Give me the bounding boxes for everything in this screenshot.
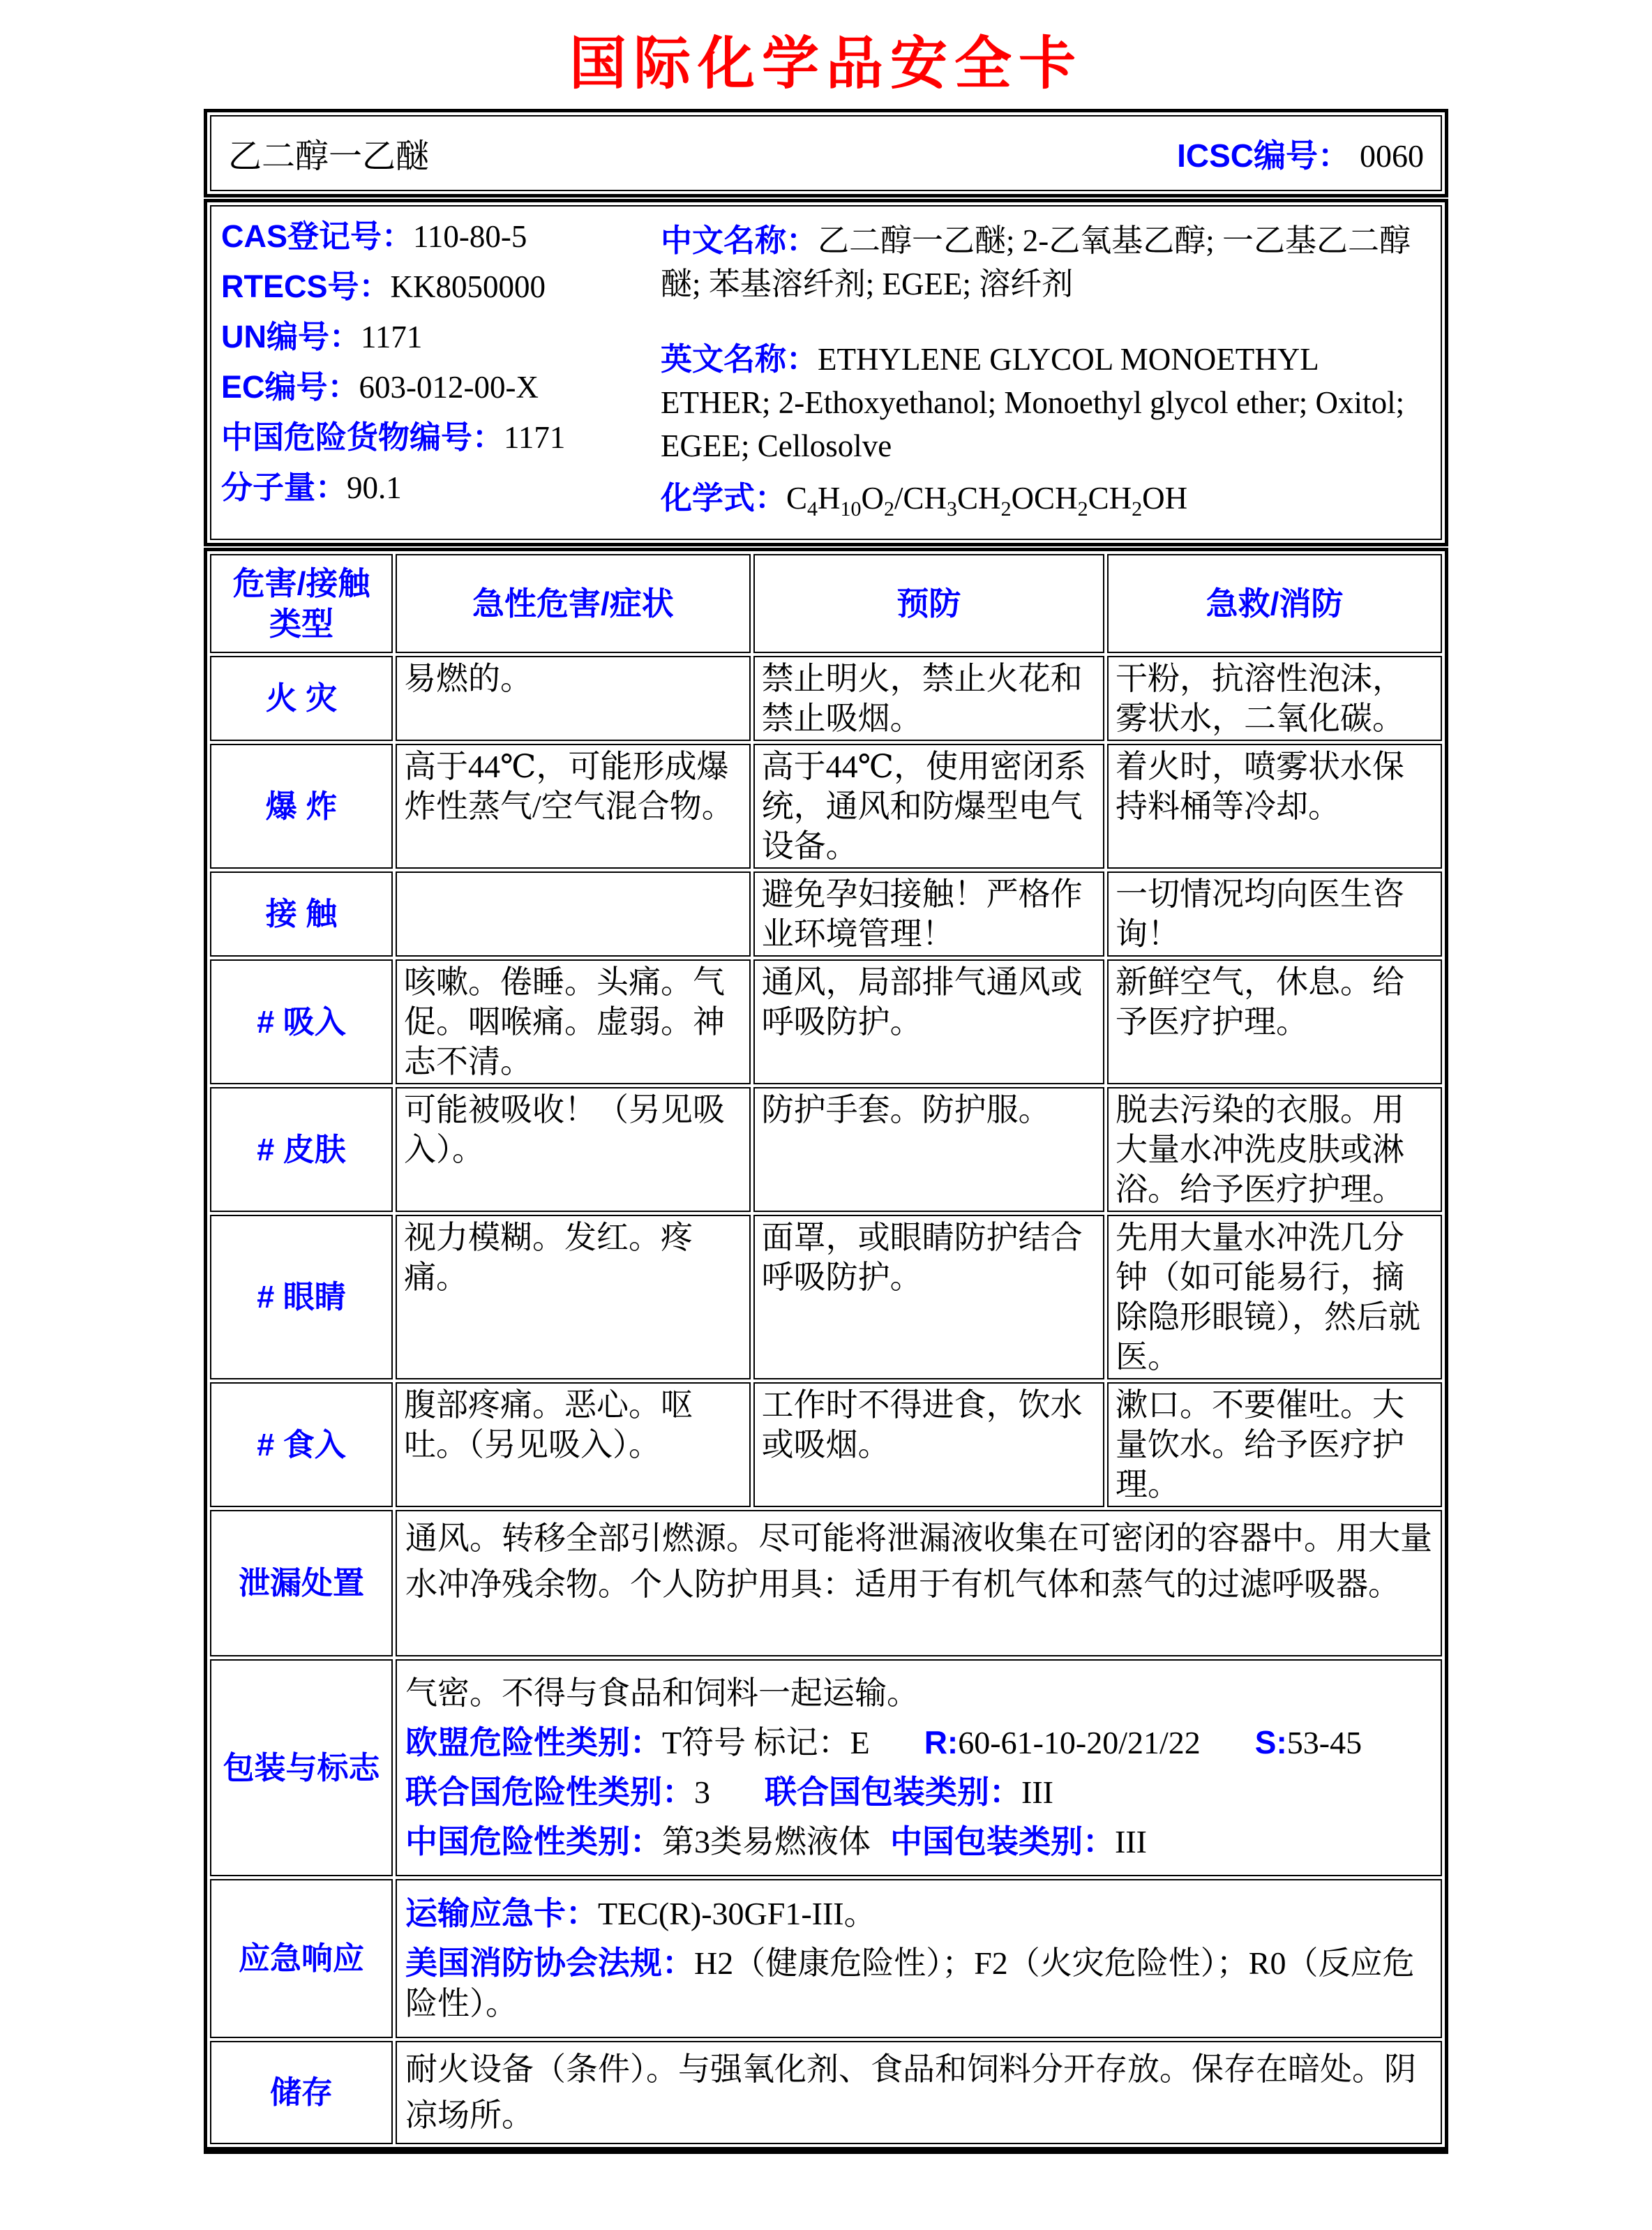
- contact-symptoms: [396, 871, 751, 957]
- r-phrases-label: R:: [924, 1724, 959, 1760]
- packing-labelling-label: 包装与标志: [210, 1659, 393, 1876]
- inhalation-label: # 吸入: [210, 959, 393, 1084]
- explosion-aid: 着火时，喷雾状水保持料桶等冷却。: [1107, 744, 1442, 869]
- un-classification-line: [405, 1772, 1432, 1813]
- emergency-response-label: 应急响应: [210, 1879, 393, 2038]
- ingestion-aid: 漱口。不要催吐。大量饮水。给予医疗护理。: [1107, 1382, 1442, 1507]
- skin-row: [210, 1087, 1442, 1212]
- header-prevention: 预防: [753, 554, 1104, 653]
- skin-prevention: 防护手套。防护服。: [753, 1087, 1104, 1212]
- chemical-formula-label: 化学式：: [661, 480, 787, 516]
- name-bar-cell: [210, 115, 1442, 191]
- ingestion-label: # 食入: [210, 1382, 393, 1507]
- cas-number-label: CAS登记号：: [221, 218, 414, 254]
- header-first-aid: 急救/消防: [1107, 554, 1442, 653]
- ec-number-line: [221, 370, 661, 405]
- un-packing-group-label: 联合国包装类别：: [765, 1774, 1021, 1810]
- ec-number-value: 603-012-00-X: [359, 370, 539, 405]
- transport-emergency-card-label: 运输应急卡：: [405, 1895, 598, 1931]
- nfpa-code-value: H2（健康危险性）；F2（火灾危险性）；R0（反应危险性）。: [405, 1945, 1415, 2021]
- rtecs-number-label: RTECS号：: [221, 269, 391, 304]
- china-dg-number-label: 中国危险货物编号：: [221, 419, 504, 455]
- storage-row: [210, 2041, 1442, 2144]
- un-hazard-class-value: 3: [694, 1774, 710, 1810]
- contact-label: 接 触: [210, 871, 393, 957]
- explosion-row: [210, 744, 1442, 869]
- inhalation-aid: 新鲜空气，休息。给予医疗护理。: [1107, 959, 1442, 1084]
- skin-aid: 脱去污染的衣服。用大量水冲洗皮肤或淋浴。给予医疗护理。: [1107, 1087, 1442, 1212]
- packing-labelling-content: [396, 1659, 1442, 1876]
- hazards-table: [204, 548, 1448, 2154]
- contact-prevention: 避免孕妇接触！严格作业环境管理！: [753, 871, 1104, 957]
- cas-number-line: [221, 219, 661, 254]
- cas-number-value: 110-80-5: [413, 219, 527, 254]
- spill-disposal-label: 泄漏处置: [210, 1510, 393, 1656]
- substance-name: 乙二醇一乙醚: [228, 138, 430, 175]
- ingestion-symptoms: 腹部疼痛。恶心。呕吐。（另见吸入）。: [396, 1382, 751, 1507]
- eyes-label: # 眼睛: [210, 1215, 393, 1379]
- registry-numbers: [221, 219, 661, 532]
- name-section: [204, 109, 1448, 197]
- s-phrases-label: S:: [1254, 1724, 1287, 1760]
- fire-symptoms: 易燃的。: [396, 656, 751, 741]
- nfpa-code-line: [405, 1943, 1432, 2024]
- china-packing-group-value: III: [1115, 1824, 1147, 1859]
- skin-symptoms: 可能被吸收！（另见吸入）。: [396, 1087, 751, 1212]
- chinese-names-label: 中文名称：: [661, 223, 818, 258]
- icsc-number-label: ICSC编号：: [1177, 137, 1350, 174]
- names-block: [661, 219, 1431, 532]
- eyes-prevention: 面罩，或眼睛防护结合呼吸防护。: [753, 1215, 1104, 1379]
- eu-symbol-mark: T符号 标记：E: [662, 1725, 870, 1760]
- skin-label: # 皮肤: [210, 1087, 393, 1212]
- inhalation-prevention: 通风，局部排气通风或呼吸防护。: [753, 959, 1104, 1084]
- nfpa-code-label: 美国消防协会法规：: [405, 1945, 694, 1981]
- page-title: 国际化学品安全卡: [569, 32, 1083, 96]
- inhalation-symptoms: 咳嗽。倦睡。头痛。气促。咽喉痛。虚弱。神志不清。: [396, 959, 751, 1084]
- chemical-formula-value: $C_4H_{10}O_2/CH_3CH_2OCH_2CH_2OH$: [786, 481, 1188, 521]
- chinese-names: [661, 219, 1431, 306]
- rtecs-number-value: KK8050000: [390, 269, 546, 304]
- un-number-line: [221, 320, 661, 354]
- storage-label: 储存: [210, 2041, 393, 2144]
- s-phrases-value: 53-45: [1286, 1725, 1362, 1760]
- english-names: [661, 338, 1431, 467]
- un-hazard-class-label: 联合国危险性类别：: [405, 1774, 694, 1810]
- fire-row: [210, 656, 1442, 741]
- header-hazard-type: [210, 554, 393, 653]
- english-names-value: ETHYLENE GLYCOL MONOETHYL ETHER; 2-Ethoxyethanol; Monoethyl glycol ether; Oxitol; EGEE; Cellosolve: [661, 342, 1405, 463]
- transport-emergency-card-line: [405, 1893, 1432, 1934]
- china-classification-line: [405, 1821, 1432, 1862]
- transport-emergency-card-value: TEC(R)-30GF1-III。: [598, 1896, 876, 1931]
- un-number-value: 1171: [361, 320, 423, 354]
- ingestion-row: [210, 1382, 1442, 1507]
- emergency-response-row: [210, 1879, 1442, 2038]
- header-hazard-type-line1: 危害/接触: [232, 565, 370, 601]
- china-packing-group-label: 中国包装类别：: [890, 1823, 1115, 1859]
- un-number-label: UN编号：: [221, 319, 361, 354]
- ingestion-prevention: 工作时不得进食，饮水或吸烟。: [753, 1382, 1104, 1507]
- icsc-number: [1177, 130, 1424, 177]
- packing-transport-note: 气密。不得与食品和饲料一起运输。: [405, 1675, 919, 1711]
- safety-card: [204, 109, 1448, 2154]
- english-names-label: 英文名称：: [661, 341, 818, 377]
- china-dg-number-value: 1171: [504, 420, 566, 455]
- chinese-names-value: 乙二醇一乙醚; 2-乙氧基乙醇; 一乙基乙二醇醚; 苯基溶纤剂; EGEE; 溶纤剂: [661, 223, 1411, 301]
- molecular-weight-value: 90.1: [347, 470, 402, 505]
- header-hazard-type-line2: 类型: [269, 606, 333, 642]
- identifiers-cell: [210, 205, 1442, 540]
- fire-label: 火 灾: [210, 656, 393, 741]
- china-dg-number-line: [221, 420, 661, 455]
- contact-row: [210, 871, 1442, 957]
- icsc-number-value: 0060: [1360, 137, 1424, 174]
- china-hazard-class-value: 第3类易燃液体: [662, 1824, 871, 1859]
- r-phrases-value: 60-61-10-20/21/22: [958, 1725, 1201, 1760]
- packing-labelling-row: [210, 1659, 1442, 1876]
- storage-text: 耐火设备（条件）。与强氧化剂、食品和饲料分开存放。保存在暗处。阴凉场所。: [396, 2041, 1442, 2144]
- explosion-symptoms: 高于44℃，可能形成爆炸性蒸气/空气混合物。: [396, 744, 751, 869]
- eu-classification-line: [405, 1722, 1432, 1763]
- china-hazard-class-label: 中国危险性类别：: [405, 1823, 662, 1859]
- explosion-prevention: 高于44℃，使用密闭系统，通风和防爆型电气设备。: [753, 744, 1104, 869]
- eyes-symptoms: 视力模糊。发红。疼痛。: [396, 1215, 751, 1379]
- spill-disposal-text: 通风。转移全部引燃源。尽可能将泄漏液收集在可密闭的容器中。用大量水冲净残余物。个人防护用具：适用于有机气体和蒸气的过滤呼吸器。: [396, 1510, 1442, 1656]
- table-header-row: [210, 554, 1442, 653]
- un-packing-group-value: III: [1021, 1774, 1053, 1810]
- emergency-response-content: [396, 1879, 1442, 2038]
- identifiers-section: [204, 199, 1448, 546]
- eyes-aid: 先用大量水冲洗几分钟（如可能易行，摘除隐形眼镜），然后就医。: [1107, 1215, 1442, 1379]
- spill-disposal-row: [210, 1510, 1442, 1656]
- molecular-weight-line: [221, 470, 661, 505]
- fire-aid: 干粉，抗溶性泡沫，雾状水，二氧化碳。: [1107, 656, 1442, 741]
- ec-number-label: EC编号：: [221, 369, 359, 405]
- eyes-row: [210, 1215, 1442, 1379]
- molecular-weight-label: 分子量：: [221, 470, 347, 505]
- rtecs-number-line: [221, 269, 661, 304]
- chemical-formula: [661, 476, 1431, 532]
- inhalation-row: [210, 959, 1442, 1084]
- contact-aid: 一切情况均向医生咨询！: [1107, 871, 1442, 957]
- fire-prevention: 禁止明火，禁止火花和禁止吸烟。: [753, 656, 1104, 741]
- explosion-label: 爆 炸: [210, 744, 393, 869]
- eu-classification-label: 欧盟危险性类别：: [405, 1724, 662, 1760]
- header-symptoms: 急性危害/症状: [396, 554, 751, 653]
